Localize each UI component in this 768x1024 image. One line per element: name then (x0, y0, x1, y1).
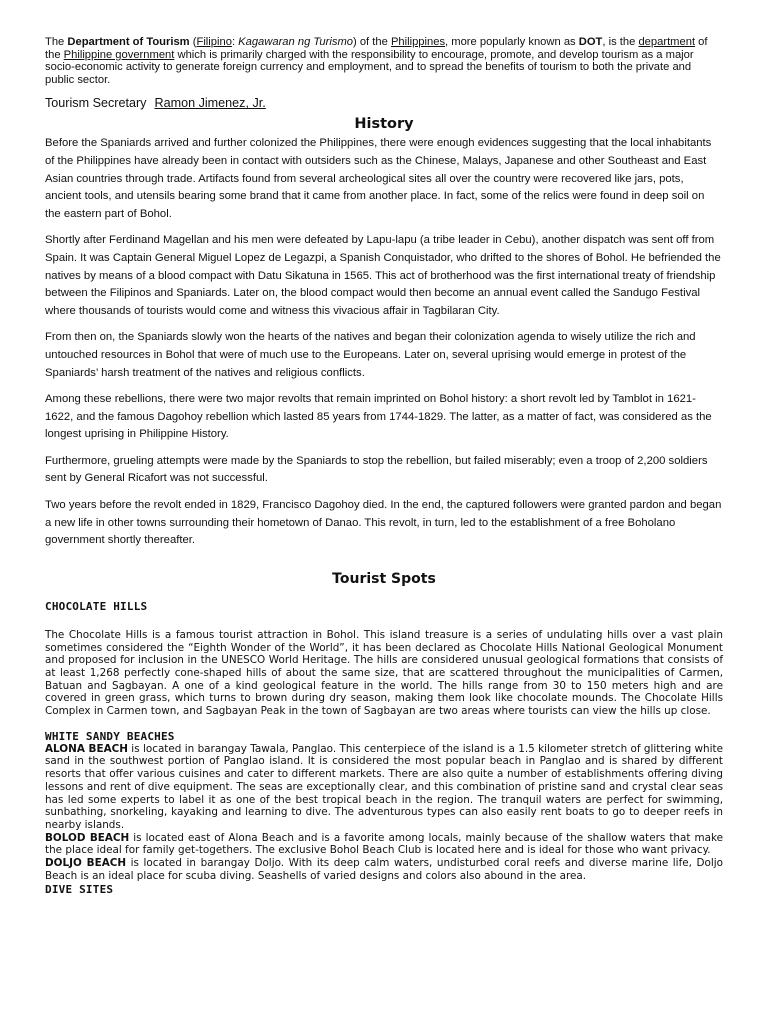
chocolate-hills-heading: CHOCOLATE HILLS (45, 599, 148, 613)
secretary-label: Tourism Secretary (45, 96, 147, 111)
dot-acronym: DOT (578, 36, 603, 48)
history-paragraph: Before the Spaniards arrived and further colonized the Philippines, there were enough evidences suggesting that the local inhabitants of the Philippines have already been in contact with outsiders such as the Chinese, Malays, Japanese and other Southeast and East Asian countries through trade. Artifacts found from several archeological sites all over the country were recovered like jars, pots, ancient tools, and utensils bearing some brand that it came from another place. In fact, some of the relics were found in deep soil on the eastern part of Bohol. (45, 137, 712, 220)
document-page (45, 36, 723, 896)
secretary-name: Ramon Jimenez, Jr. (154, 96, 266, 111)
intro-text: The (45, 36, 68, 48)
history-paragraph: Among these rebellions, there were two major revolts that remain imprinted on Bohol history: a short revolt led by Tamblot in 1621-1622, and the famous Dagohoy rebellion which lasted 85 years from 1744-1829. The latter, as a matter of fact, was considered as the longest uprising in Philippine History. (45, 393, 712, 441)
secretary-line (45, 96, 723, 111)
tourist-spots-heading: Tourist Spots (332, 570, 436, 587)
alona-beach-name: ALONA BEACH (45, 742, 128, 755)
intro-text: of the (45, 36, 708, 61)
intro-paragraph (45, 36, 723, 86)
history-paragraph: From then on, the Spaniards slowly won the hearts of the natives and began their colonization agenda to wisely utilize the rich and untouched resources in Bohol that were of much use to the Europeans. Later on, several uprising would emerge in protest of the Spaniards’ harsh treatment of the natives and religious conflicts. (45, 331, 696, 379)
intro-text: : (231, 36, 239, 48)
bolod-beach-text: is located east of Alona Beach and is a favorite among locals, mainly because of the shallow waters that make the place ideal for family get-togethers. The exclusive Bohol Beach Club is located here and is ideal for those who want privacy. (45, 831, 723, 857)
department-link[interactable]: department (638, 36, 696, 48)
intro-text: ) of the (353, 36, 391, 48)
alona-beach-text: is located in barangay Tawala, Panglao. This centerpiece of the island is a 1.5 kilometer stretch of glittering white sand in the southwest portion of Panglao island. It is considered the most popular beach in Panglao and is shared by different resorts that offer various cuisines and cater to different markets. There are also quite a number of establishments offering diving lessons and rent of dive equipment. The seas are exceptionally clear, and this combination of pristine sand and crystal clear seas has led some experts to label it as one of the best tropical beach in the region. The tranquil waters are perfect for swimming, sunbathing, snorkeling, kayaking and learning to dive. The adventurous types can also easily rent boats to go to deeper reefs in nearby islands. (45, 742, 723, 831)
history-paragraph: Furthermore, grueling attempts were made by the Spaniards to stop the rebellion, but failed miserably; even a troop of 2,200 soldiers sent by General Ricafort was not successful. (45, 454, 708, 485)
history-paragraph: Shortly after Ferdinand Magellan and his men were defeated by Lapu-lapu (a tribe leader in Cebu), another dispatch was sent off from Spain. It was Captain General Miguel Lopez de Legazpi, a Spanish Conquistador, who drifted to the shores of Bohol. He befriended the natives by means of a blood compact with Datu Sikatuna in 1565. This act of brotherhood was the first international treaty of friendship between the Filipinos and Spaniards. Later on, the blood compact would then become an annual event called the Sandugo Festival where thousands of tourists would come and witness this vivacious affair in Tagbilaran City. (45, 234, 721, 317)
dive-sites-heading: DIVE SITES (45, 882, 114, 896)
bolod-beach-paragraph (45, 832, 723, 857)
government-link[interactable]: Philippine government (63, 48, 175, 61)
filipino-link[interactable]: Filipino (196, 36, 232, 48)
alona-beach-paragraph (45, 743, 723, 832)
history-heading: History (354, 116, 414, 133)
beaches-heading: WHITE SANDY BEACHES (45, 729, 175, 743)
intro-text: which is primarily charged with the responsibility to encourage, promote, and develop tourism as a major socio-economic activity to generate foreign currency and employment, and to spread the benefits of tourism to both the private and public sector. (45, 48, 694, 86)
bolod-beach-name: BOLOD BEACH (45, 831, 130, 844)
dept-name: Department of Tourism (67, 36, 190, 48)
doljo-beach-name: DOLJO BEACH (45, 857, 127, 870)
philippines-link[interactable]: Philippines (390, 36, 446, 48)
history-paragraph: Two years before the revolt ended in 1829, Francisco Dagohoy died. In the end, the captured followers were granted pardon and began a new life in other towns surrounding their hometown of Danao. This revolt, in turn, led to the establishment of a free Boholano government shortly thereafter. (45, 499, 722, 547)
intro-text: , more popularly known as (445, 36, 579, 48)
doljo-beach-text: is located in barangay Doljo. With its deep calm waters, undisturbed coral reefs and diverse marine life, Doljo Beach is an ideal place for scuba diving. Seashells of varied designs and colors also abound in the area. (45, 857, 723, 882)
doljo-beach-paragraph (45, 857, 723, 882)
tagalog-name: Kagawaran ng Turismo (238, 36, 353, 48)
chocolate-hills-paragraph: The Chocolate Hills is a famous tourist attraction in Bohol. This island treasure is a series of undulating hills over a vast plain sometimes considered the “Eighth Wonder of the World”, it has been declared as Chocolate Hills National Geological Monument and proposed for inclusion in the UNESCO World Heritage. The hills are considered unusual geological formations that consists of at least 1,268 perfectly cone-shaped hills of about the same size, that are scattered throughout the municipalities of Carmen, Batuan and Sagbayan. A one of a kind geological feature in the world. The hills range from 30 to 150 meters high and are covered in green grass, which turns to brown during dry season, making them look like chocolate mounds. The Chocolate Hills Complex in Carmen town, and Sagbayan Peak in the town of Sagbayan are two areas where tourists can view the hills up close. (45, 628, 723, 718)
intro-text: ( (189, 36, 197, 48)
intro-text: , is the (602, 36, 639, 48)
history-section (45, 135, 723, 549)
